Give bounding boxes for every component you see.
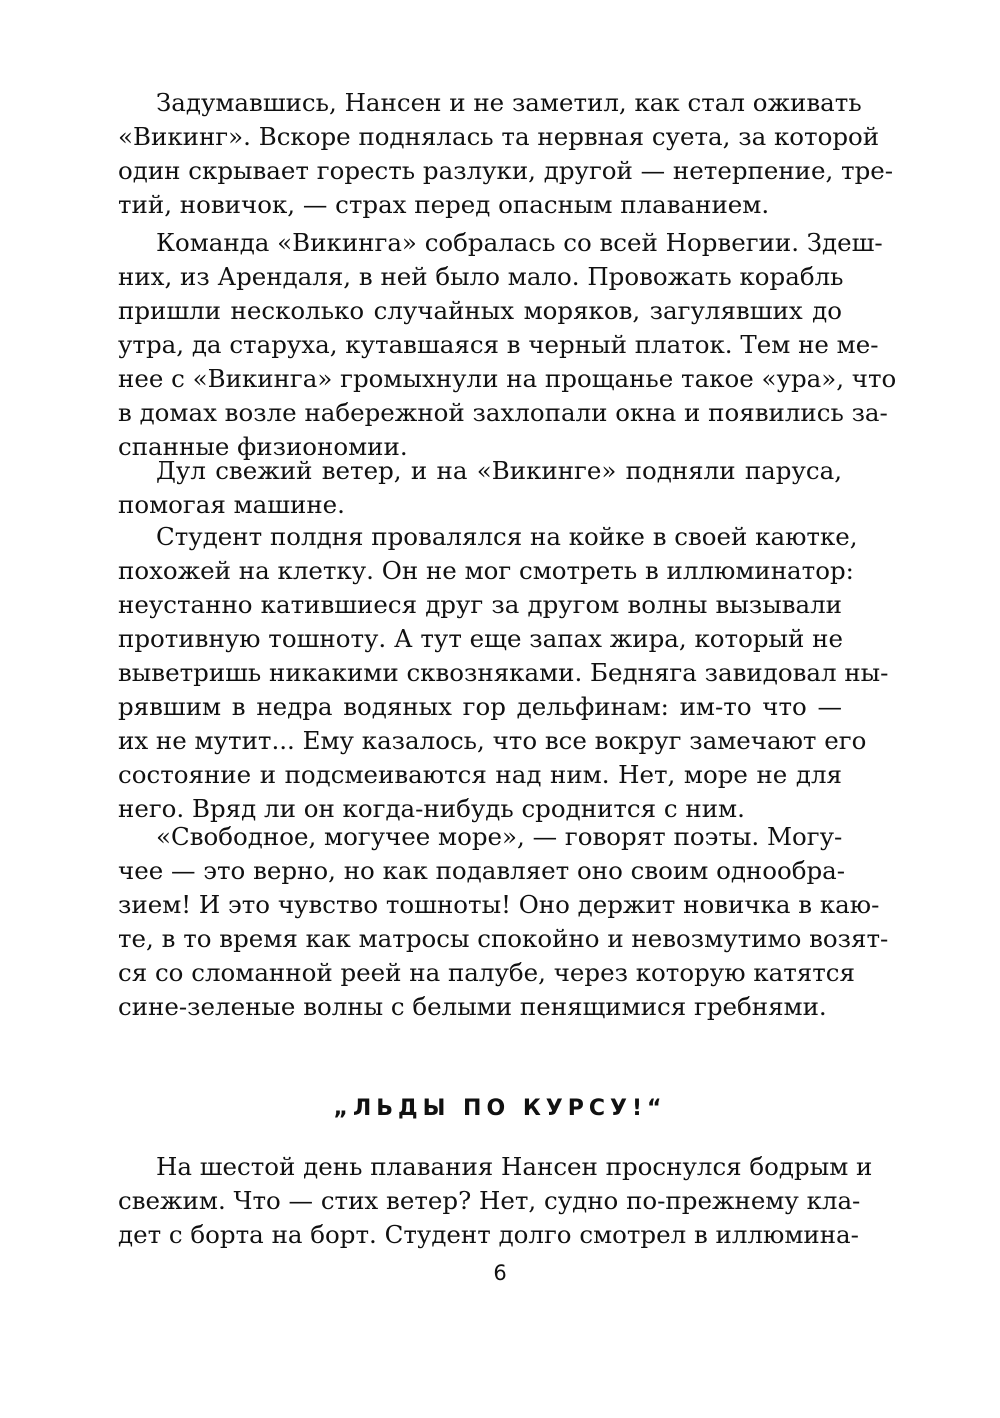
text-line: На шестой день плавания Нансен проснулся бодрым и xyxy=(156,1152,873,1181)
text-line: противную тошноту. А тут еще запах жира, который не xyxy=(118,624,843,653)
text-line: утра, да старуха, кутавшаяся в черный платок. Тем не ме- xyxy=(118,330,879,359)
paragraph-5 xyxy=(118,820,889,1024)
text-line: зием! И это чувство тошноты! Оно держит новичка в каю- xyxy=(118,890,880,919)
text-line: спанные физиономии. xyxy=(118,432,408,461)
text-line: Команда «Викинга» собралась со всей Норвегии. Здеш- xyxy=(156,228,883,257)
text-line: Студент полдня провалялся на койке в своей каютке, xyxy=(156,522,858,551)
text-line: него. Вряд ли он когда-нибудь сроднится с ним. xyxy=(118,794,745,823)
text-line: нее с «Викинга» громыхнули на прощанье такое «ура», что xyxy=(118,364,897,393)
text-line: Дул свежий ветер, и на «Викинге» подняли паруса, xyxy=(156,456,842,485)
paragraph-1 xyxy=(118,86,894,222)
text-line: ся со сломанной реей на палубе, через которую катятся xyxy=(118,958,855,987)
text-line: тий, новичок, — страх перед опасным плаванием. xyxy=(118,190,770,219)
text-line: свежим. Что — стих ветер? Нет, судно по-прежнему кла- xyxy=(118,1186,861,1215)
paragraph-3 xyxy=(118,454,842,522)
text-line: в домах возле набережной захлопали окна и появились за- xyxy=(118,398,888,427)
text-line: «Свободное, могучее море», — говорят поэты. Могу- xyxy=(156,822,843,851)
text-line: состояние и подсмеиваются над ним. Нет, море не для xyxy=(118,760,842,789)
text-line: выветришь никакими сквозняками. Бедняга завидовал ны- xyxy=(118,658,889,687)
text-line: дет с борта на борт. Студент долго смотрел в иллюмина- xyxy=(118,1220,859,1249)
text-line: «Викинг». Вскоре поднялась та нервная суета, за которой xyxy=(118,122,880,151)
section-heading: „ЛЬДЫ ПО КУРСУ!“ xyxy=(333,1096,667,1121)
paragraph-2 xyxy=(118,226,897,464)
paragraph-4 xyxy=(118,520,889,826)
text-line: неустанно катившиеся друг за другом волны вызывали xyxy=(118,590,842,619)
text-line: похожей на клетку. Он не мог смотреть в иллюминатор: xyxy=(118,556,854,585)
text-line: них, из Арендаля, в ней было мало. Провожать корабль xyxy=(118,262,844,291)
text-line: Задумавшись, Нансен и не заметил, как стал оживать xyxy=(156,88,862,117)
section-paragraph xyxy=(118,1150,873,1252)
text-line: чее — это верно, но как подавляет оно своим однообра- xyxy=(118,856,846,885)
text-line: те, в то время как матросы спокойно и невозмутимо возят- xyxy=(118,924,889,953)
text-line: их не мутит... Ему казалось, что все вокруг замечают его xyxy=(118,726,867,755)
text-line: сине-зеленые волны с белыми пенящимися гребнями. xyxy=(118,992,827,1021)
text-line: пришли несколько случайных моряков, загулявших до xyxy=(118,296,842,325)
text-line: помогая машине. xyxy=(118,490,345,519)
page-number: 6 xyxy=(493,1261,507,1285)
text-line: рявшим в недра водяных гор дельфинам: им-то что — xyxy=(118,692,842,721)
text-line: один скрывает горесть разлуки, другой — нетерпение, тре- xyxy=(118,156,894,185)
